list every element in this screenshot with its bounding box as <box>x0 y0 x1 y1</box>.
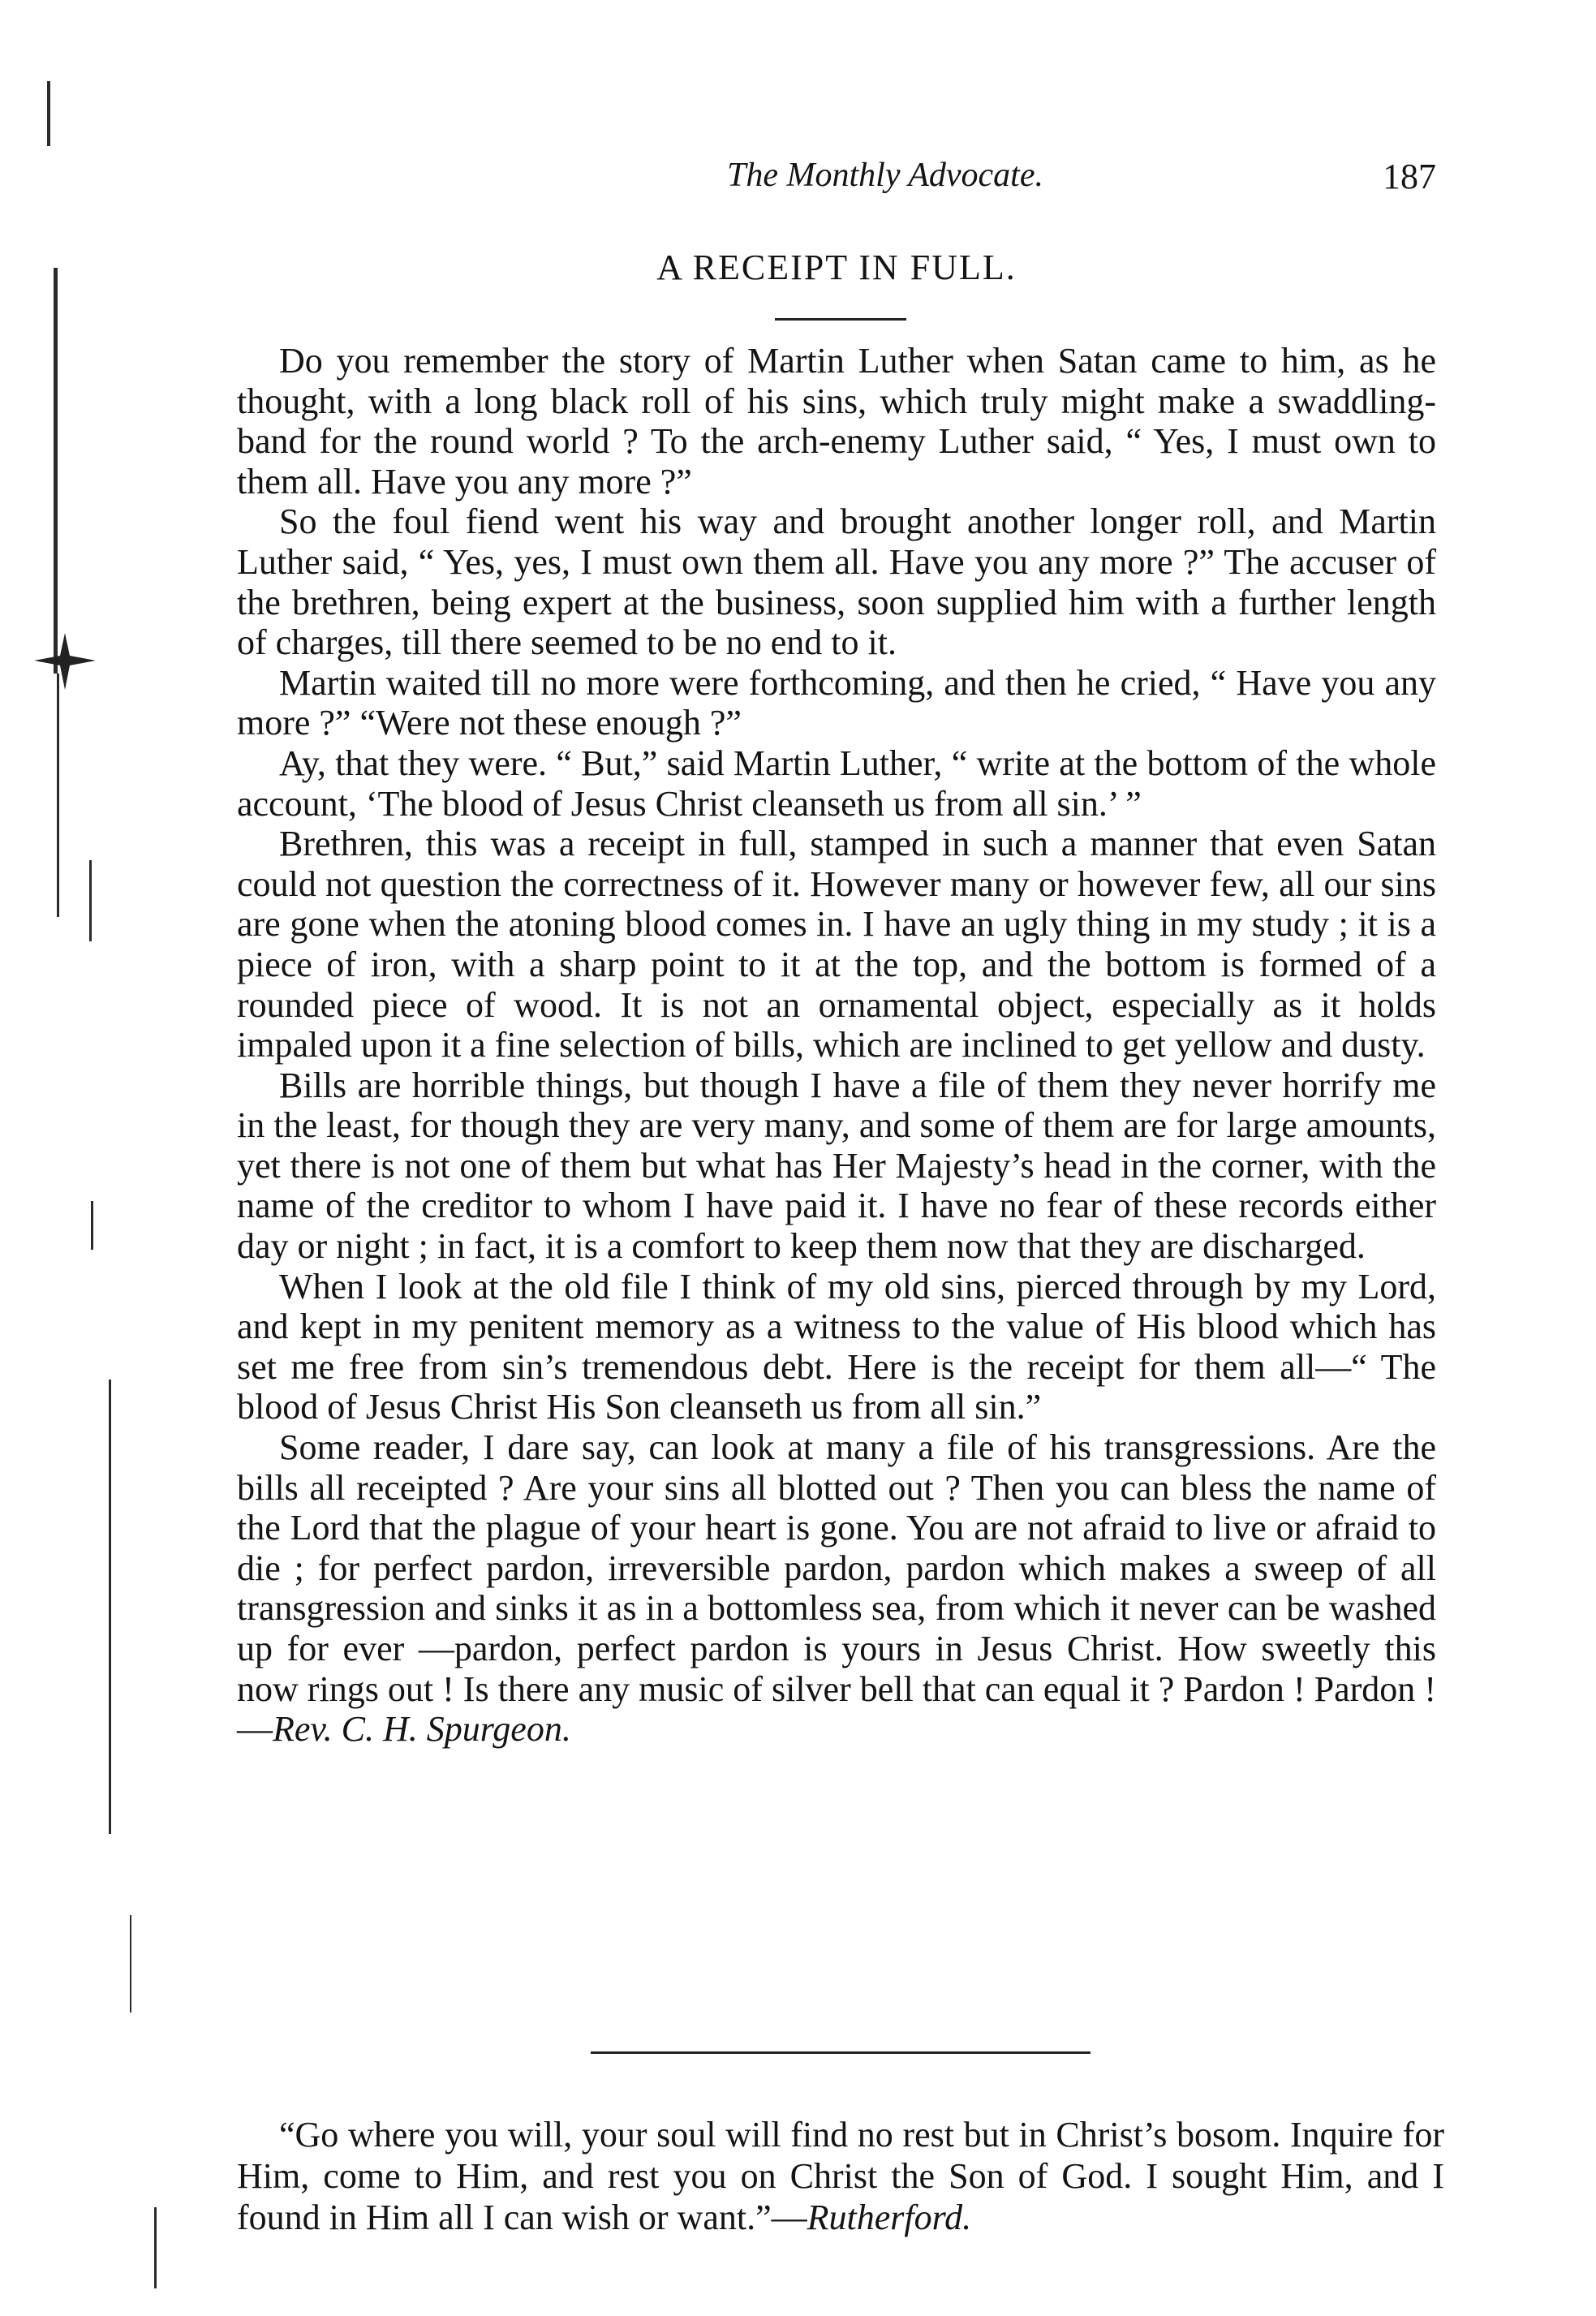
quote-paragraph <box>237 2114 1444 2238</box>
quote-author: Rutherford. <box>807 2198 972 2237</box>
paragraph-final <box>237 1427 1436 1750</box>
paragraph: Martin waited till no more were forthcoming, and then he cried, “ Have you any more ?” “Were not these enough ?” <box>237 662 1436 743</box>
article-title: A RECEIPT IN FULL. <box>656 248 1017 287</box>
binding-edge <box>0 0 97 2316</box>
title-rule <box>775 318 906 321</box>
article-body <box>237 341 1436 1750</box>
paragraph: When I look at the old file I think of my old sins, pierced through by my Lord, and kept in my penitent memory as a witness to the value of His blood which has set me free from sin’s tremendous debt. Here is the receipt for them all—“ The blood of Jesus Christ His Son cleanseth us from all sin.” <box>237 1266 1436 1427</box>
paragraph: Brethren, this was a receipt in full, stamped in such a manner that even Satan could not question the correctness of it. However many or however few, all our sins are gone when the atoning blood comes in. I have an ugly thing in my study ; it is a piece of iron, with a sharp point to it at the top, and the bottom is formed of a rounded piece of wood. It is not an ornamental object, especially as it holds impaled upon it a fine selection of bills, which are inclined to get yellow and dusty. <box>237 824 1436 1065</box>
running-title: The Monthly Advocate. <box>727 157 1043 194</box>
page-number: 187 <box>1383 157 1436 196</box>
section-divider <box>591 2051 1091 2054</box>
closing-quote <box>237 2114 1444 2238</box>
quote-text: “Go where you will, your soul will find no rest but in Christ’s bosom. Inquire for Him, come to Him, and rest you on Christ the Son of God. I sought Him, and I found in Him all I can wish or want.”— <box>237 2115 1444 2237</box>
attribution: Rev. C. H. Spurgeon. <box>273 1709 571 1750</box>
paragraph: Do you remember the story of Martin Luther when Satan came to him, as he thought, with a long black roll of his sins, which truly might make a swaddling-band for the round world ? To the arch-enemy Luther said, “ Yes, I must own to them all. Have you any more ?” <box>237 341 1436 502</box>
binding-mark-icon <box>32 633 97 690</box>
paragraph-text: Some reader, I dare say, can look at many a file of his transgressions. Are the bills all receipted ? Are your sins all blotted out ? Then you can bless the name of the Lord that the plague of your heart is gone. You are not afraid to live or afraid to die ; for perfect pardon, irreversible pardon, pardon which makes a sweep of all transgression and sinks it as in a bottomless sea, from which it never can be washed up for ever —pardon, perfect pardon is yours in Jesus Christ. How sweetly this now rings out ! Is there any music of silver bell that can equal it ? Pardon ! Pardon !— <box>237 1427 1436 1750</box>
page-header <box>237 156 1436 204</box>
paragraph: So the foul fiend went his way and brought another longer roll, and Martin Luther said, “ Yes, yes, I must own them all. Have you any more ?” The accuser of the brethren, being expert at the business, soon supplied him with a further length of charges, till there seemed to be no end to it. <box>237 502 1436 663</box>
paragraph: Bills are horrible things, but though I have a file of them they never horrify me in the least, for though they are very many, and some of them are for large amounts, yet there is not one of them but what has Her Majesty’s head in the corner, with the name of the creditor to whom I have paid it. I have no fear of these records either day or night ; in fact, it is a comfort to keep them now that they are discharged. <box>237 1065 1436 1267</box>
paragraph: Ay, that they were. “ But,” said Martin Luther, “ write at the bottom of the whole account, ‘The blood of Jesus Christ cleanseth us from all sin.’ ” <box>237 743 1436 824</box>
